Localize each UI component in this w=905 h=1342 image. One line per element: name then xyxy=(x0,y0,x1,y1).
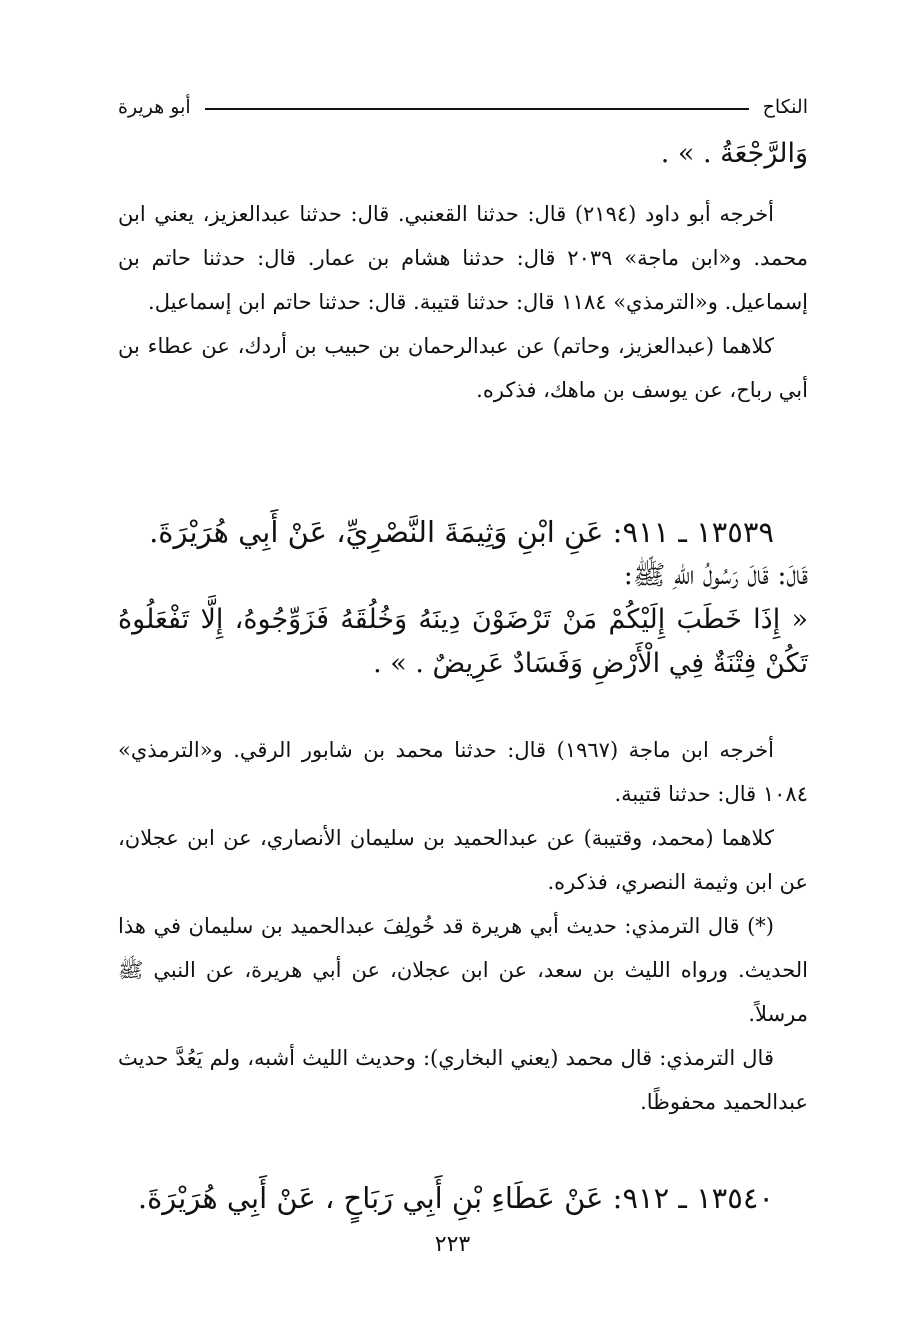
page-number: ٢٢٣ xyxy=(434,1232,471,1257)
hadith-matn: « إِذَا خَطَبَ إِلَيْكُمْ مَنْ تَرْضَوْنَ دِينَهُ وَخُلُقَهُ فَزَوِّجُوهُ، إِلَّا تَفْعَلُوهُ تَكُنْ فِتْنَةٌ فِي الْأَرْضِ وَفَسَادٌ عَرِيضٌ . » . xyxy=(118,604,808,679)
takhrij-paragraph: كلاهما (عبدالعزيز، وحاتم) عن عبدالرحمان بن حبيب بن أردك، عن عطاء بن أبي رباح، عن يوسف بن ماهك، فذكره. xyxy=(118,334,808,402)
hadith-heading: ١٣٥٣٩ ـ ٩١١: عَنِ ابْنِ وَثِيمَةَ النَّصْرِيِّ، عَنْ أَبِي هُرَيْرَةَ. xyxy=(149,515,774,549)
running-header xyxy=(118,92,808,122)
takhrij-paragraph: أخرجه ابن ماجة (١٩٦٧) قال: حدثنا محمد بن شابور الرقي. و«الترمذي» ١٠٨٤ قال: حدثنا قتيبة. xyxy=(118,738,808,806)
tirmidhi-note: (*) قال الترمذي: حديث أبي هريرة قد خُولِفَ عبدالحميد بن سليمان في هذا الحديث. ورواه الليث بن سعد، عن ابن عجلان، عن أبي هريرة، عن النبي ﷺ مرسلاً. xyxy=(118,914,808,1026)
matn-fragment-text: وَالرَّجْعَةُ . » . xyxy=(660,138,808,169)
header-chapter: النكاح xyxy=(762,96,808,118)
hadith-entry-13539 xyxy=(118,510,808,686)
takhrij-block-2 xyxy=(118,728,808,1124)
hadith-entry-13540 xyxy=(118,1176,808,1220)
takhrij-paragraph: أخرجه أبو داود (٢١٩٤) قال: حدثنا القعنبي. قال: حدثنا عبدالعزيز، يعني ابن محمد. و«ابن ماجة» ٢٠٣٩ قال: حدثنا هشام بن عمار. قال: حدثنا حاتم بن إسماعيل. و«الترمذي» ١١٨٤ قال: حدثنا قتيبة. قال: حدثنا حاتم ابن إسماعيل. xyxy=(118,202,808,314)
header-rule xyxy=(205,108,749,110)
hadith-heading: ١٣٥٤٠ ـ ٩١٢: عَنْ عَطَاءِ بْنِ أَبِي رَبَاحٍ ، عَنْ أَبِي هُرَيْرَةَ. xyxy=(137,1181,774,1215)
takhrij-block-1 xyxy=(118,192,808,412)
continued-matn-fragment xyxy=(118,132,808,176)
tirmidhi-note: قال الترمذي: قال محمد (يعني البخاري): وحديث الليث أشبه، ولم يَعُدَّ حديث عبدالحميد محفوظًا. xyxy=(118,1046,808,1114)
hadith-intro: قَالَ: قَالَ رَسُولُ اللهِ ﷺ: xyxy=(623,560,808,591)
header-narrator: أبو هريرة xyxy=(118,96,191,118)
takhrij-paragraph: كلاهما (محمد، وقتيبة) عن عبدالحميد بن سليمان الأنصاري، عن ابن عجلان، عن ابن وثيمة النصري، فذكره. xyxy=(118,826,808,894)
